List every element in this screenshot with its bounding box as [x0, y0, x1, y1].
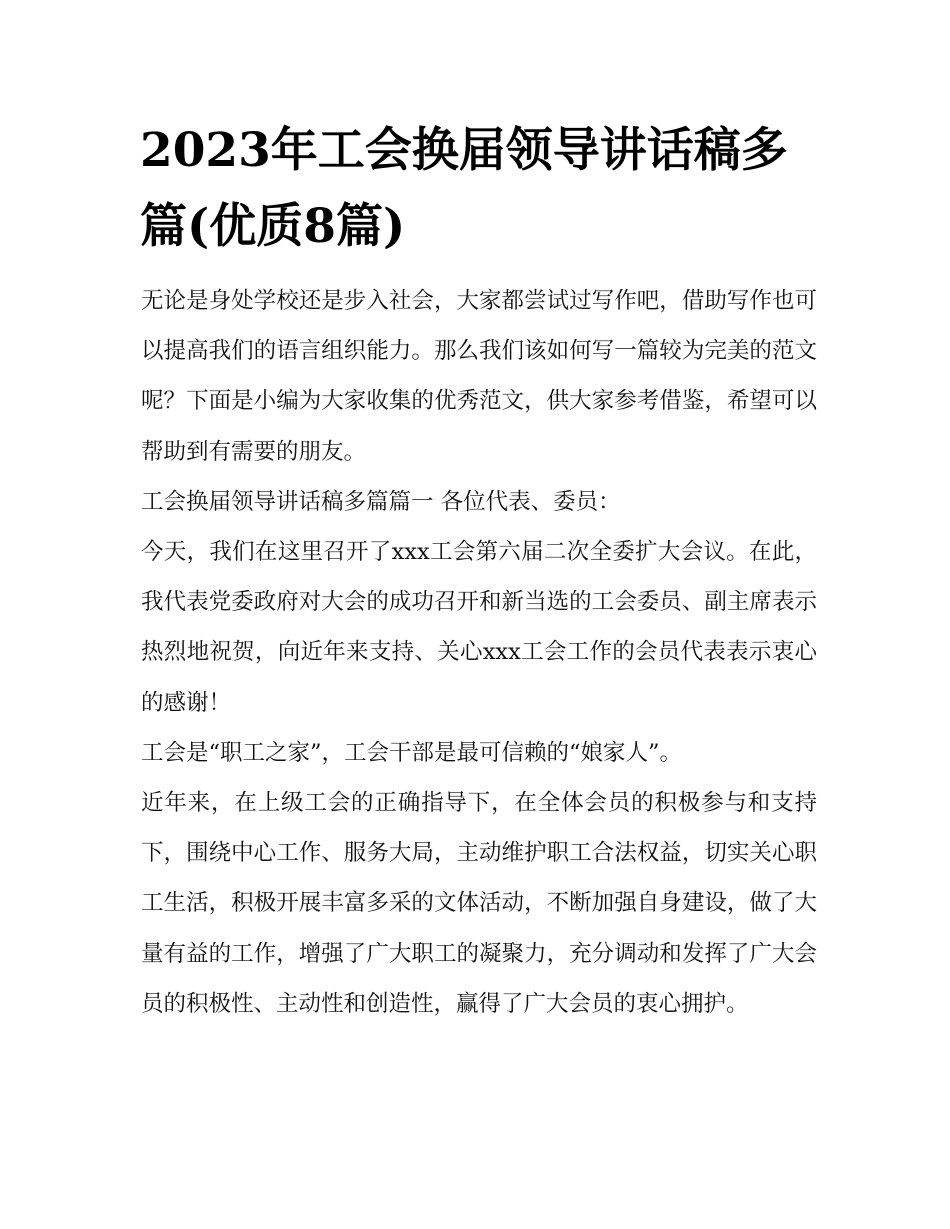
- paragraph-opening: 今天，我们在这里召开了xxx工会第六届二次全委扩大会议。在此，我代表党委政府对大会的成功召开和新当选的工会委员、副主席表示热烈地祝贺，向近年来支持、关心xxx工会工作的会员代表表示衷心的感谢！: [141, 539, 817, 716]
- document-title: 2023年工会换届领导讲话稿多篇(优质8篇): [140, 123, 788, 254]
- paragraph-section-heading: 工会换届领导讲话稿多篇篇一 各位代表、委员：: [141, 488, 621, 515]
- paragraph-intro: 无论是身处学校还是步入社会，大家都尝试过写作吧，借助写作也可以提高我们的语言组织能力。那么我们该如何写一篇较为完美的范文呢？下面是小编为大家收集的优秀范文，供大家参考借鉴，希望可以帮助到有需要的朋友。: [141, 288, 817, 465]
- paragraph-achievements: 近年来，在上级工会的正确指导下，在全体会员的积极参与和支持下，围绕中心工作、服务大局，主动维护职工合法权益，切实关心职工生活，积极开展丰富多采的文体活动，不断加强自身建设，做了大量有益的工作，增强了广大职工的凝聚力，充分调动和发挥了广大会员的积极性、主动性和创造性，赢得了广大会员的衷心拥护。: [141, 790, 817, 1017]
- document-body: [141, 276, 817, 1029]
- paragraph-union-home: 工会是“职工之家”，工会干部是最可信赖的“娘家人”。: [141, 739, 683, 766]
